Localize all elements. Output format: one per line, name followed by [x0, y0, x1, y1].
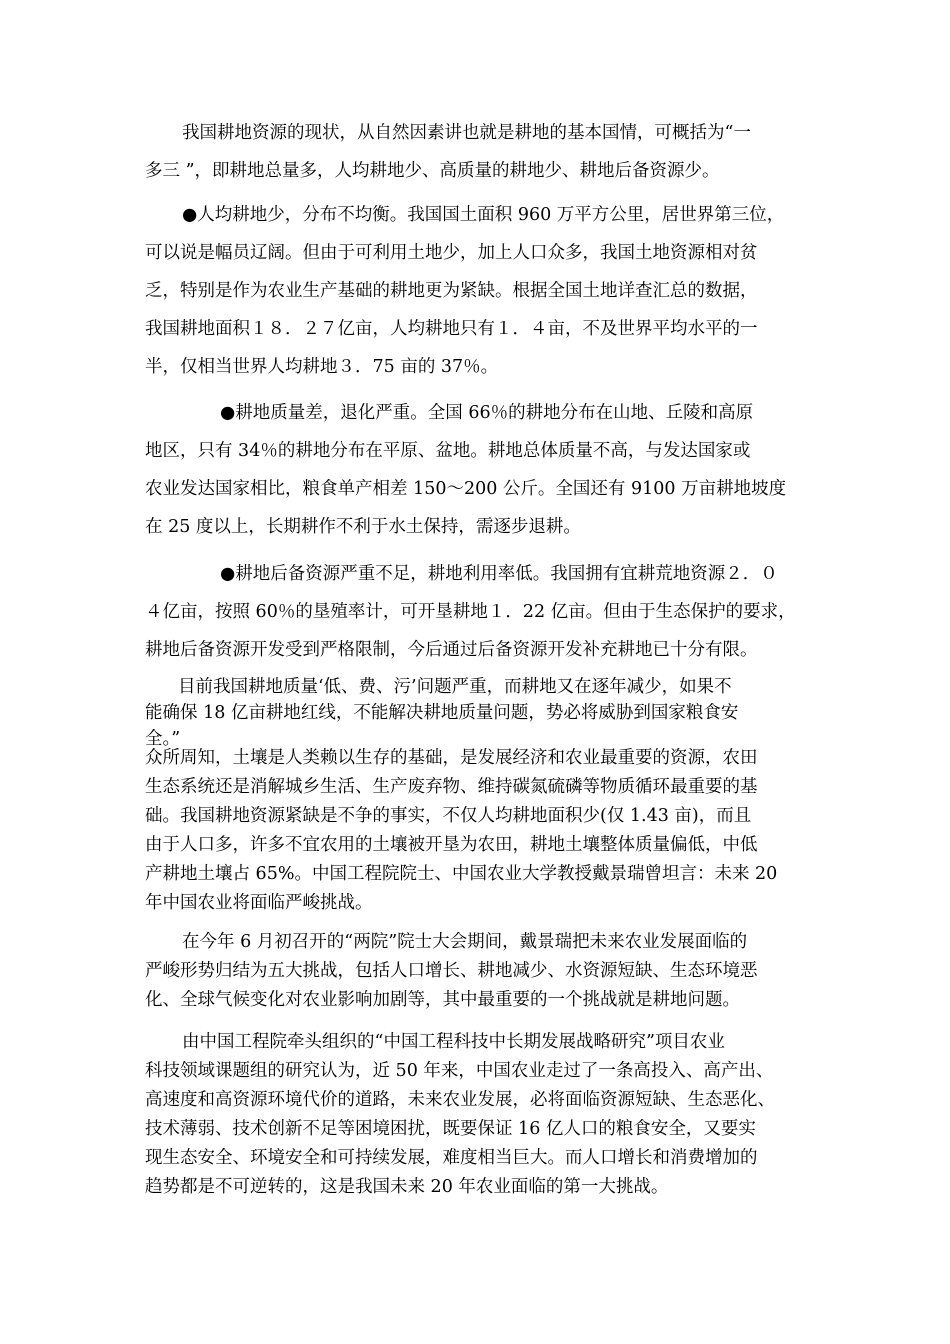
text-line: 生态系统还是消解城乡生活、生产废弃物、维持碳氮硫磷等物质循环最重要的基 — [145, 777, 758, 797]
text-line: 众所周知，土壤是人类赖以生存的基础，是发展经济和农业最重要的资源，农田 — [145, 748, 758, 768]
paragraph-quality — [145, 394, 805, 546]
text-line: 年中国农业将面临严峻挑战。 — [145, 893, 373, 913]
text-line: 乏，特别是作为农业生产基础的耕地更为紧缺。根据全国土地详查汇总的数据， — [145, 281, 758, 301]
paragraph-reserve — [145, 555, 805, 669]
text-line: 在今年 6 月初召开的“两院”院士大会期间，戴景瑞把未来农业发展面临的 — [182, 932, 748, 952]
text-line: 由于人口多，许多不宜农用的土壤被开垦为农田，耕地土壤整体质量偏低，中低 — [145, 835, 758, 855]
text-line: ４亿亩，按照 60％的垦殖率计，可开垦耕地１．22 亿亩。但由于生态保护的要求， — [145, 602, 796, 622]
text-line: 我国耕地资源的现状，从自然因素讲也就是耕地的基本国情，可概括为“一 — [182, 123, 751, 143]
text-line: 趋势都是不可逆转的，这是我国未来 20 年农业面临的第一大挑战。 — [145, 1177, 669, 1197]
text-line: 多三 ”，即耕地总量多，人均耕地少、高质量的耕地少、耕地后备资源少。 — [145, 161, 720, 181]
paragraph-soil — [145, 744, 805, 918]
text-line: 由中国工程院牵头组织的“中国工程科技中长期发展战略研究”项目农业 — [182, 1032, 725, 1052]
text-line: 半，仅相当世界人均耕地３．75 亩的 37％。 — [145, 357, 499, 377]
text-line: 耕地后备资源开发受到严格限制，今后通过后备资源开发补充耕地已十分有限。 — [145, 640, 758, 660]
paragraph-intro — [145, 114, 805, 190]
text-line: 现生态安全、环境安全和可持续发展，难度相当巨大。而人口增长和消费增加的 — [145, 1148, 758, 1168]
text-line: 高速度和高资源环境代价的道路，未来农业发展，必将面临资源短缺、生态恶化、 — [145, 1090, 775, 1110]
text-line: ●耕地后备资源严重不足，耕地利用率低。我国拥有宜耕荒地资源２．０ — [220, 564, 778, 584]
text-line: 础。我国耕地资源紧缺是不争的事实，不仅人均耕地面积少(仅 1.43 亩)，而且 — [145, 806, 752, 826]
text-line: 地区，只有 34％的耕地分布在平原、盆地。耕地总体质量不高，与发达国家或 — [145, 441, 751, 461]
text-line: 能确保 18 亿亩耕地红线，不能解决耕地质量问题，势必将威胁到国家粮食安 — [145, 703, 739, 723]
text-line: 化、全球气候变化对农业影响加剧等，其中最重要的一个挑战就是耕地问题。 — [145, 990, 740, 1010]
text-line: 技术薄弱、技术创新不足等困境困扰，既要保证 16 亿人口的粮食安全，又要实 — [145, 1119, 756, 1139]
text-line: 产耕地土壤占 65%。中国工程院院士、中国农业大学教授戴景瑞曾坦言：未来 20 — [145, 864, 778, 884]
text-line: 全。” — [145, 729, 181, 749]
text-line: ●人均耕地少，分布不均衡。我国国土面积 960 万平方公里，居世界第三位， — [182, 205, 785, 225]
text-line: 科技领域课题组的研究认为，近 50 年来，中国农业走过了一条高投入、高产出、 — [145, 1061, 774, 1081]
text-line: 我国耕地面积１８．２７亿亩，人均耕地只有１．４亩，不及世界平均水平的一 — [145, 319, 758, 339]
paragraph-challenges — [145, 928, 805, 1015]
text-line: 可以说是幅员辽阔。但由于可利用土地少，加上人口众多，我国土地资源相对贫 — [145, 243, 758, 263]
paragraph-redline — [145, 674, 805, 752]
text-line: 农业发达国家相比，粮食单产相差 150～200 公斤。全国还有 9100 万亩耕地坡度 — [145, 479, 787, 499]
paragraph-research — [145, 1028, 805, 1202]
text-line: ●耕地质量差，退化严重。全国 66％的耕地分布在山地、丘陵和高原 — [220, 403, 754, 423]
text-line: 目前我国耕地质量‘低、费、污’问题严重，而耕地又在逐年减少，如果不 — [178, 677, 732, 697]
text-line: 在 25 度以上，长期耕作不利于水土保持，需逐步退耕。 — [145, 517, 581, 537]
paragraph-per-capita — [145, 196, 805, 386]
text-line: 严峻形势归结为五大挑战，包括人口增长、耕地减少、水资源短缺、生态环境恶 — [145, 961, 758, 981]
